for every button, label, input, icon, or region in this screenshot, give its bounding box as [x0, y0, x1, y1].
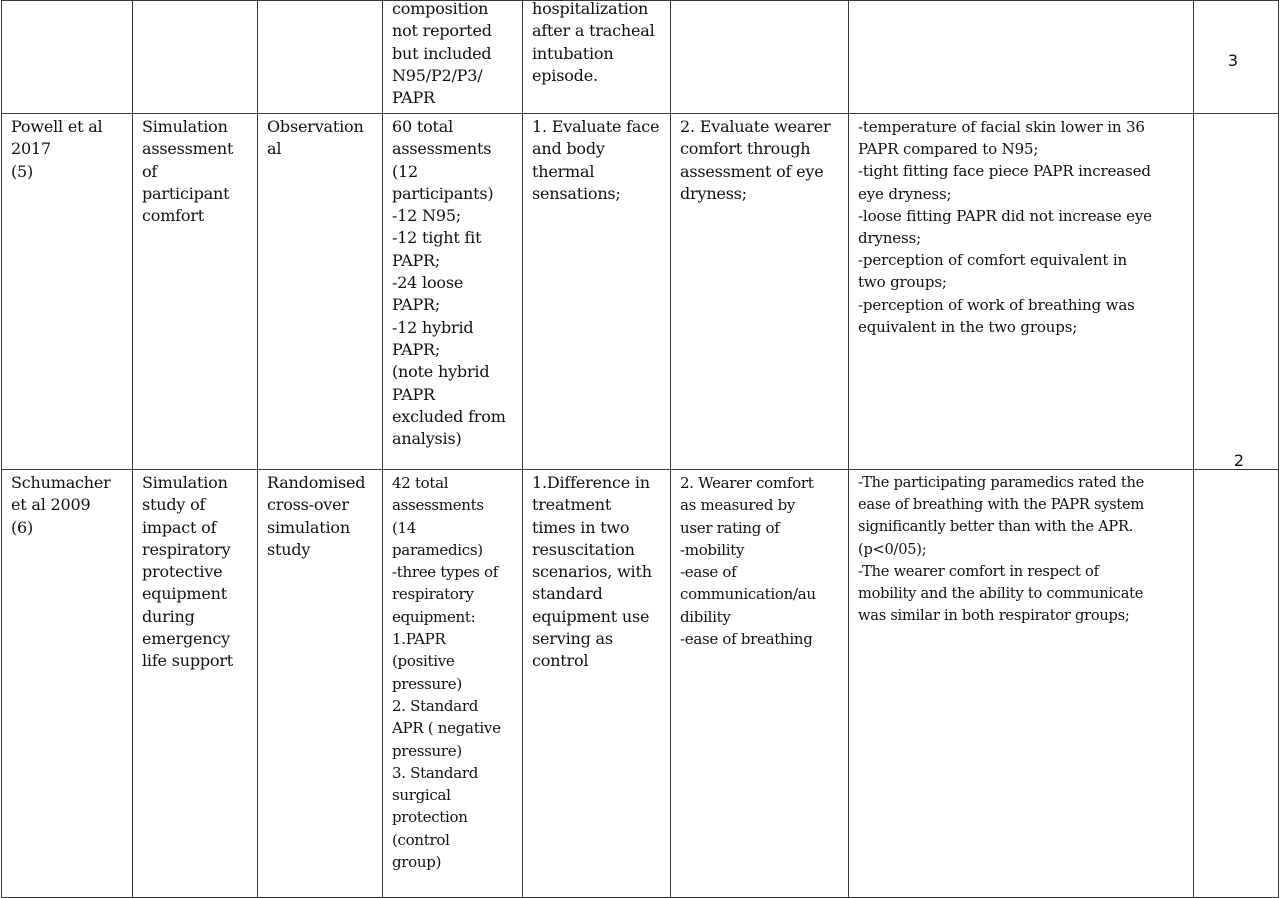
design-cell: Observation al [258, 114, 383, 470]
population-cell: 60 total assessments (12 participants) -12 N95; -12 tight fit PAPR; -24 loose PAPR; -12 hybrid PAPR; (note hybrid PAPR excluded from analysis) [383, 114, 523, 470]
aim-cell [133, 1, 258, 114]
design-cell: Randomised cross-over simulation study [258, 470, 383, 898]
score-cell: 2 [1194, 470, 1279, 898]
evidence-table [1, 0, 1279, 898]
study-cell: Powell et al 2017 (5) [2, 114, 133, 470]
table-row [2, 114, 1279, 470]
study-cell: Schumacher et al 2009 (6) [2, 470, 133, 898]
aim-cell: Simulation study of impact of respiratory protective equipment during emergency life support [133, 470, 258, 898]
secondary-outcome-cell [671, 1, 849, 114]
table-row [2, 470, 1279, 898]
population-cell: composition not reported but included N95/P2/P3/ PAPR [383, 1, 523, 114]
table-row [2, 1, 1279, 114]
population-cell: 42 total assessments (14 paramedics) -three types of respiratory equipment: 1.PAPR (positive pressure) 2. Standard APR ( negative pressure) 3. Standard surgical protection (control group) [383, 470, 523, 898]
primary-outcome-cell: hospitalization after a tracheal intubation episode. [523, 1, 671, 114]
findings-cell: -The participating paramedics rated the ease of breathing with the PAPR system significantly better than with the APR. (p<0/05); -The wearer comfort in respect of mobility and the ability to communicate was similar in both respirator groups; [849, 470, 1194, 898]
secondary-outcome-cell: 2. Wearer comfort as measured by user rating of -mobility -ease of communication/au dibility -ease of breathing [671, 470, 849, 898]
primary-outcome-cell: 1. Evaluate face and body thermal sensations; [523, 114, 671, 470]
findings-cell [849, 1, 1194, 114]
findings-cell: -temperature of facial skin lower in 36 PAPR compared to N95; -tight fitting face piece PAPR increased eye dryness; -loose fitting PAPR did not increase eye dryness; -perception of comfort equivalent in two groups; -perception of work of breathing was equivalent in the two groups; [849, 114, 1194, 470]
score-cell: 3 [1194, 114, 1279, 470]
aim-cell: Simulation assessment of participant comfort [133, 114, 258, 470]
study-cell [2, 1, 133, 114]
primary-outcome-cell: 1.Difference in treatment times in two resuscitation scenarios, with standard equipment use serving as control [523, 470, 671, 898]
design-cell [258, 1, 383, 114]
secondary-outcome-cell: 2. Evaluate wearer comfort through assessment of eye dryness; [671, 114, 849, 470]
